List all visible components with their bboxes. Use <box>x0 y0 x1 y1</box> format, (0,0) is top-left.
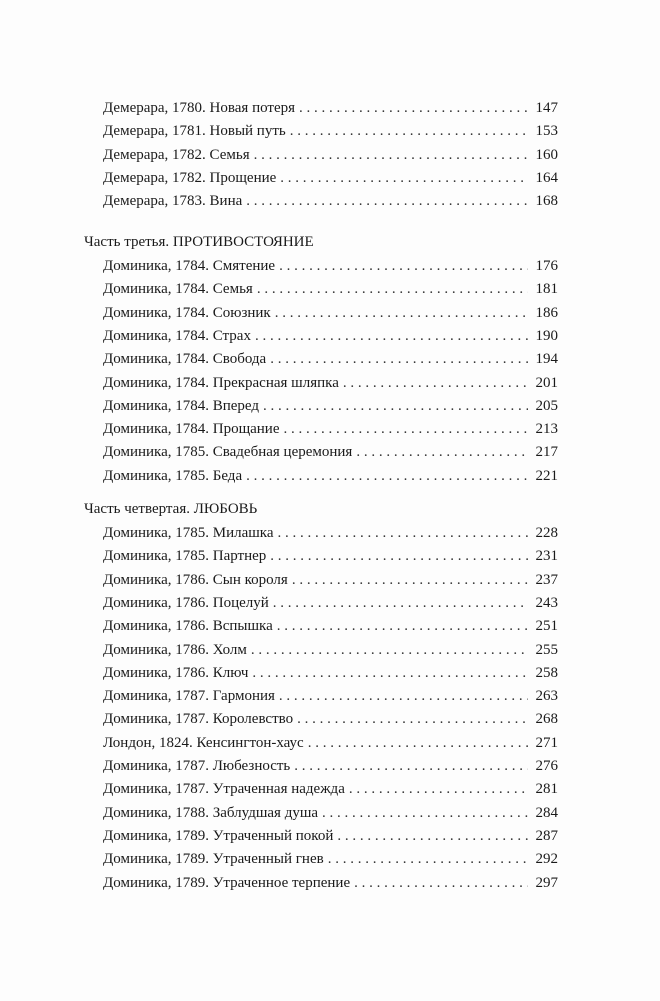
toc-entry[interactable] <box>103 254 558 278</box>
toc-entry-title: Доминика, 1784. Союзник <box>103 304 271 321</box>
toc-entry-title: Доминика, 1784. Семья <box>103 281 253 298</box>
toc-entry-page-number: 190 <box>535 327 558 344</box>
toc-entry-title: Демерара, 1781. Новый путь <box>103 123 286 140</box>
dot-leader <box>275 301 528 325</box>
toc-entry[interactable] <box>103 777 558 801</box>
toc-entry-title: Доминика, 1786. Холм <box>103 641 247 658</box>
toc-entry[interactable] <box>103 754 558 778</box>
toc-entry-page-number: 263 <box>535 688 558 705</box>
toc-entry-page-number: 237 <box>535 571 558 588</box>
toc-entry-title: Доминика, 1784. Страх <box>103 327 251 344</box>
dot-leader <box>356 440 528 464</box>
dot-leader <box>294 754 528 778</box>
dot-leader <box>246 189 528 213</box>
toc-entry[interactable] <box>103 440 558 464</box>
toc-entry-page-number: 176 <box>535 258 558 274</box>
toc-entry-page-number: 292 <box>535 851 558 868</box>
dot-leader <box>297 707 528 731</box>
dot-leader <box>273 591 528 615</box>
toc-entry-title: Демерара, 1780. Новая потеря <box>103 100 296 116</box>
toc-entry[interactable] <box>103 166 558 190</box>
toc-entry-page-number: 271 <box>535 734 558 751</box>
dot-leader <box>290 119 528 143</box>
toc-entry-title: Демерара, 1783. Вина <box>103 193 243 210</box>
toc-entry-title: Доминика, 1785. Милашка <box>103 525 274 541</box>
toc-entry[interactable] <box>103 544 558 568</box>
toc-entry-page-number: 186 <box>535 304 558 321</box>
dot-leader <box>284 417 529 441</box>
toc-entry[interactable] <box>103 96 558 120</box>
toc-entry-title: Демерара, 1782. Прощение <box>103 169 277 186</box>
dot-leader <box>354 871 528 895</box>
toc-entry-page-number: 297 <box>535 874 558 891</box>
toc-entry-page-number: 213 <box>535 421 558 438</box>
toc-entry-page-number: 258 <box>535 664 558 681</box>
toc-entry[interactable] <box>103 324 558 348</box>
toc-entry[interactable] <box>103 417 558 441</box>
toc-entry[interactable] <box>103 661 558 685</box>
dot-leader <box>278 521 528 545</box>
part-three-heading: Часть третья. ПРОТИВОСТОЯНИЕ <box>84 234 314 250</box>
toc-entry-title: Доминика, 1787. Гармония <box>103 688 275 705</box>
dot-leader <box>292 568 528 592</box>
dot-leader <box>254 143 528 167</box>
toc-entry-title: Доминика, 1788. Заблудшая душа <box>103 804 319 821</box>
dot-leader <box>279 254 528 278</box>
toc-entry-title: Доминика, 1789. Утраченный покой <box>103 827 334 844</box>
toc-entry-page-number: 284 <box>535 804 558 821</box>
toc-entry[interactable] <box>103 684 558 708</box>
toc-entry-title: Доминика, 1789. Утраченный гнев <box>103 851 324 868</box>
toc-entry-title: Доминика, 1786. Ключ <box>103 664 249 681</box>
toc-entry-title: Демерара, 1782. Семья <box>103 146 250 163</box>
dot-leader <box>308 731 528 755</box>
dot-leader <box>322 801 528 825</box>
toc-entry-title: Доминика, 1786. Поцелуй <box>103 594 269 611</box>
dot-leader <box>349 777 528 801</box>
toc-entry-page-number: 228 <box>535 525 558 541</box>
dot-leader <box>328 847 528 871</box>
dot-leader <box>280 166 528 190</box>
toc-entry-title: Доминика, 1785. Свадебная церемония <box>103 444 353 461</box>
dot-leader <box>299 96 528 120</box>
toc-entry-title: Доминика, 1784. Прощание <box>103 421 280 438</box>
toc-entry-page-number: 251 <box>535 618 558 635</box>
toc-entry-page-number: 221 <box>535 467 558 484</box>
dot-leader <box>257 277 528 301</box>
toc-entry[interactable] <box>103 847 558 871</box>
toc-entry[interactable] <box>103 189 558 213</box>
dot-leader <box>277 614 528 638</box>
toc-entry-title: Доминика, 1784. Вперед <box>103 397 260 414</box>
toc-entry-page-number: 181 <box>535 281 558 298</box>
dot-leader <box>255 324 528 348</box>
part-four-heading: Часть четвертая. ЛЮБОВЬ <box>84 501 258 517</box>
toc-entry[interactable] <box>103 277 558 301</box>
toc-entry[interactable] <box>103 568 558 592</box>
dot-leader <box>270 347 528 371</box>
toc-entry[interactable] <box>103 731 558 755</box>
dot-leader <box>252 661 528 685</box>
toc-entry-title: Доминика, 1784. Свобода <box>103 351 267 368</box>
toc-entry[interactable] <box>103 614 558 638</box>
toc-entry-page-number: 276 <box>535 758 558 774</box>
toc-entry-page-number: 243 <box>535 594 558 611</box>
toc-entry[interactable] <box>103 347 558 371</box>
toc-entry-title: Доминика, 1787. Королевство <box>103 711 294 728</box>
toc-entry-title: Доминика, 1786. Вспышка <box>103 618 273 635</box>
dot-leader <box>246 464 528 488</box>
dot-leader <box>270 544 528 568</box>
toc-entry[interactable] <box>103 638 558 662</box>
toc-entry[interactable] <box>103 464 558 488</box>
toc-entry[interactable] <box>103 801 558 825</box>
toc-entry-title: Доминика, 1789. Утраченное терпение <box>103 874 351 891</box>
toc-entry[interactable] <box>103 521 558 545</box>
toc-entry[interactable] <box>103 824 558 848</box>
toc-entry-page-number: 287 <box>535 827 558 844</box>
dot-leader <box>251 638 528 662</box>
toc-entry-page-number: 281 <box>535 781 558 798</box>
toc-entry[interactable] <box>103 143 558 167</box>
toc-entry-page-number: 147 <box>535 100 558 116</box>
toc-entry-page-number: 217 <box>535 444 558 461</box>
toc-entry[interactable] <box>103 591 558 615</box>
toc-entry[interactable] <box>103 119 558 143</box>
toc-entry[interactable] <box>103 394 558 418</box>
dot-leader <box>263 394 528 418</box>
toc-entry-title: Доминика, 1785. Партнер <box>103 548 267 565</box>
toc-entry-page-number: 168 <box>535 193 558 210</box>
toc-entry-page-number: 160 <box>535 146 558 163</box>
toc-entry-title: Доминика, 1785. Беда <box>103 467 243 484</box>
toc-entry-title: Доминика, 1784. Смятение <box>103 258 276 274</box>
toc-entry-title: Доминика, 1786. Сын короля <box>103 571 288 588</box>
toc-entry-page-number: 153 <box>535 123 558 140</box>
toc-entry-page-number: 255 <box>535 641 558 658</box>
toc-entry-page-number: 205 <box>535 397 558 414</box>
toc-entry-page-number: 194 <box>535 351 558 368</box>
toc-entry-page-number: 231 <box>535 548 558 565</box>
toc-entry[interactable] <box>103 371 558 395</box>
dot-leader <box>337 824 528 848</box>
toc-entry-title: Доминика, 1787. Любезность <box>103 758 291 774</box>
toc-entry-page-number: 268 <box>535 711 558 728</box>
toc-entry-title: Лондон, 1824. Кенсингтон-хаус <box>103 734 304 751</box>
dot-leader <box>343 371 528 395</box>
toc-entry[interactable] <box>103 707 558 731</box>
toc-entry[interactable] <box>103 301 558 325</box>
dot-leader <box>279 684 528 708</box>
toc-entry-page-number: 164 <box>535 169 558 186</box>
toc-entry-page-number: 201 <box>535 374 558 391</box>
toc-entry[interactable] <box>103 871 558 895</box>
toc-entry-title: Доминика, 1784. Прекрасная шляпка <box>103 374 339 391</box>
toc-entry-title: Доминика, 1787. Утраченная надежда <box>103 781 345 798</box>
